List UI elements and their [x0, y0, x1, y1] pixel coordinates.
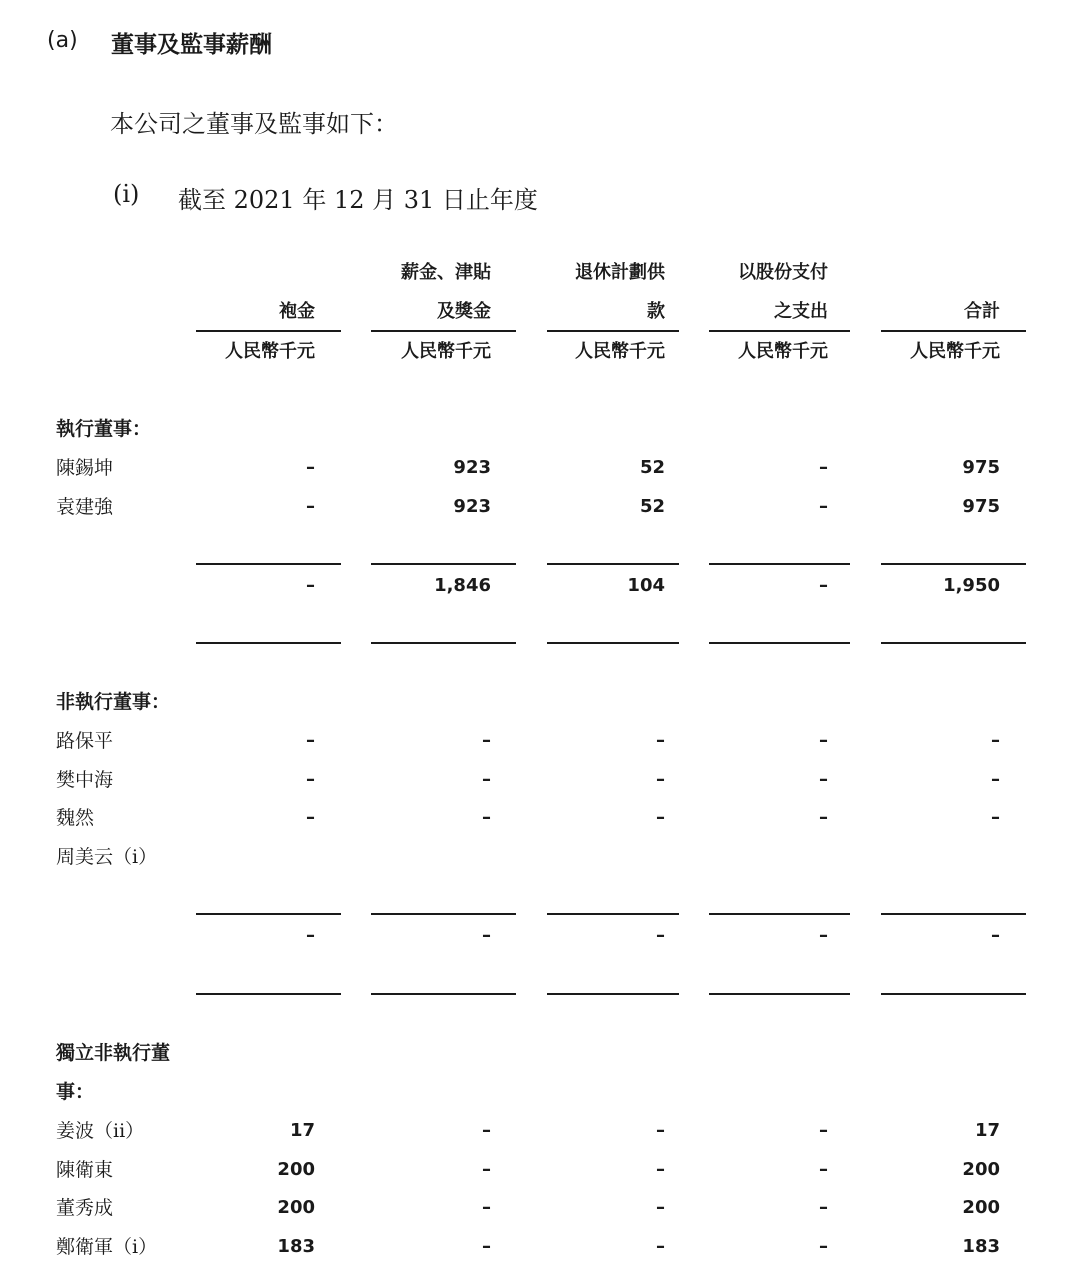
value-cell: – — [991, 730, 1000, 751]
value-cell: 183 — [277, 1236, 315, 1257]
value-cell: – — [819, 496, 828, 517]
value-cell: – — [482, 769, 491, 790]
value-cell: – — [656, 807, 665, 828]
subtotal-rule — [881, 913, 1026, 915]
column-header: 薪金、津貼 — [401, 262, 491, 283]
value-cell: – — [482, 730, 491, 751]
subtotal-cell: – — [819, 925, 828, 946]
column-header: 以股份支付 — [738, 262, 828, 283]
value-cell: 975 — [962, 496, 1000, 517]
value-cell: – — [991, 807, 1000, 828]
header-rule — [196, 330, 341, 332]
director-name: 路保平 — [56, 730, 114, 752]
value-cell: 200 — [962, 1197, 1000, 1218]
group-title: 非執行董事： — [56, 691, 171, 713]
value-cell: – — [306, 807, 315, 828]
value-cell: 17 — [289, 1120, 315, 1141]
value-cell: – — [306, 730, 315, 751]
group-title: 事： — [56, 1081, 95, 1103]
column-header: 之支出 — [774, 301, 828, 322]
value-cell: – — [656, 1120, 665, 1141]
subtotal-rule — [196, 642, 341, 644]
director-name: 魏然 — [56, 807, 95, 829]
value-cell: 183 — [962, 1236, 1000, 1257]
column-unit: 人民幣千元 — [575, 341, 665, 362]
column-header: 袍金 — [279, 301, 315, 322]
subtotal-rule — [196, 913, 341, 915]
value-cell: 52 — [639, 496, 665, 517]
subtotal-cell: – — [656, 925, 665, 946]
header-rule — [709, 330, 850, 332]
value-cell: – — [306, 457, 315, 478]
value-cell: 975 — [962, 457, 1000, 478]
subtotal-rule — [881, 993, 1026, 995]
subtotal-rule — [547, 913, 679, 915]
value-cell: – — [656, 1159, 665, 1180]
value-cell: – — [656, 1236, 665, 1257]
director-name: 周美云（i） — [56, 846, 158, 868]
subtotal-rule — [547, 563, 679, 565]
value-cell: – — [656, 730, 665, 751]
subsection-title: 截至 2021 年 12 月 31 日止年度 — [178, 186, 538, 214]
intro-text: 本公司之董事及監事如下： — [110, 110, 398, 138]
group-title: 獨立非執行董 — [56, 1042, 171, 1064]
value-cell: – — [482, 1159, 491, 1180]
subtotal-rule — [709, 642, 850, 644]
director-name: 董秀成 — [56, 1197, 114, 1219]
value-cell: – — [819, 769, 828, 790]
section-title: 董事及監事薪酬 — [111, 32, 272, 58]
director-name: 鄭衛軍（i） — [56, 1236, 158, 1258]
value-cell: – — [306, 769, 315, 790]
subtotal-cell: – — [991, 925, 1000, 946]
subtotal-cell: – — [819, 575, 828, 596]
value-cell: 923 — [453, 457, 491, 478]
value-cell: – — [656, 1197, 665, 1218]
subtotal-rule — [371, 993, 516, 995]
column-header: 退休計劃供 — [575, 262, 665, 283]
subtotal-rule — [196, 563, 341, 565]
value-cell: – — [819, 1236, 828, 1257]
header-rule — [371, 330, 516, 332]
subtotal-rule — [881, 642, 1026, 644]
value-cell: 923 — [453, 496, 491, 517]
director-name: 陳衛東 — [56, 1159, 114, 1181]
column-unit: 人民幣千元 — [738, 341, 828, 362]
header-rule — [547, 330, 679, 332]
value-cell: – — [482, 1197, 491, 1218]
value-cell: 200 — [277, 1159, 315, 1180]
value-cell: – — [819, 1159, 828, 1180]
value-cell: – — [482, 1236, 491, 1257]
director-name: 陳錫坤 — [56, 457, 114, 479]
column-header: 及獎金 — [437, 301, 491, 322]
subtotal-rule — [709, 563, 850, 565]
value-cell: 200 — [277, 1197, 315, 1218]
subtotal-rule — [881, 563, 1026, 565]
subtotal-rule — [371, 642, 516, 644]
value-cell: – — [991, 769, 1000, 790]
value-cell: 52 — [639, 457, 665, 478]
subtotal-rule — [371, 563, 516, 565]
subtotal-rule — [196, 993, 341, 995]
value-cell: – — [482, 807, 491, 828]
subtotal-rule — [709, 913, 850, 915]
section-marker: (a) — [47, 28, 78, 53]
subtotal-rule — [547, 993, 679, 995]
subtotal-cell: 1,846 — [434, 575, 491, 596]
value-cell: – — [819, 807, 828, 828]
value-cell: – — [819, 730, 828, 751]
group-title: 執行董事： — [56, 418, 152, 440]
column-unit: 人民幣千元 — [225, 341, 315, 362]
value-cell: – — [482, 1120, 491, 1141]
subtotal-cell: – — [482, 925, 491, 946]
subsection-marker: (i) — [113, 180, 140, 208]
subtotal-cell: 104 — [627, 575, 665, 596]
director-name: 袁建強 — [56, 496, 114, 518]
column-unit: 人民幣千元 — [401, 341, 491, 362]
column-header: 合計 — [964, 301, 1000, 322]
value-cell: 17 — [974, 1120, 1000, 1141]
value-cell: – — [819, 1197, 828, 1218]
value-cell: – — [306, 496, 315, 517]
header-rule — [881, 330, 1026, 332]
subtotal-cell: 1,950 — [943, 575, 1000, 596]
subtotal-rule — [547, 642, 679, 644]
subtotal-cell: – — [306, 575, 315, 596]
value-cell: – — [656, 769, 665, 790]
value-cell: – — [819, 1120, 828, 1141]
director-name: 姜波（ii） — [56, 1120, 145, 1142]
column-unit: 人民幣千元 — [910, 341, 1000, 362]
column-header: 款 — [647, 301, 665, 322]
value-cell: 200 — [962, 1159, 1000, 1180]
director-name: 樊中海 — [56, 769, 114, 791]
value-cell: – — [819, 457, 828, 478]
subtotal-rule — [371, 913, 516, 915]
subtotal-rule — [709, 993, 850, 995]
subtotal-cell: – — [306, 925, 315, 946]
